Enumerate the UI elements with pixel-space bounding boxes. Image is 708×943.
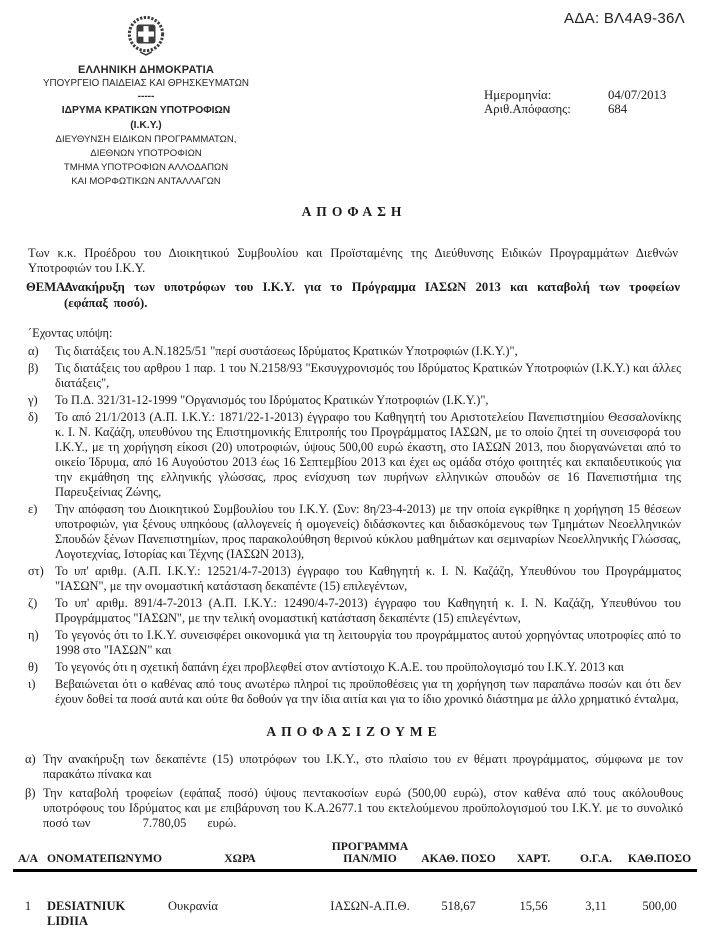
decision-item [25,786,683,831]
item-text: Την απόφαση του Διοικητικού Συμβουλίου του Ι.Κ.Υ. (Συν: 8η/23-4-2013) με την οποία εγκρίθηκε η χορήγηση 15 θέσεων υποτροφιών, για ξένους υπηκόους (αλλογενείς ή ομογενείς) διδάσκοντες και διδασκόμενους των Τμημάτων Νεοελληνικών Σπουδών ξένων Πανεπιστημίων, προς παρακολούθηση θερινού κύκλου μαθημάτων και σεμιναρίων Νεοελληνικής Γλώσσας, Λογοτεχνίας, Ιστορίας και Τέχνης (ΙΑΣΩΝ 2013), [55,502,681,561]
letterhead-ministry: ΥΠΟΥΡΓΕΙΟ ΠΑΙΔΕΙΑΣ ΚΑΙ ΘΡΗΣΚΕΥΜΑΤΩΝ [43,78,249,89]
decision-item [25,752,683,782]
table-row [13,899,697,929]
item-label: η) [28,628,39,642]
intro-paragraph: Των κ.κ. Προέδρου του Διοικητικού Συμβουλίου και Προϊσταμένης της Διεύθυνσης Ειδικών Προγραμμάτων Διεθνών Υποτροφιών του Ι.Κ.Υ. [28,245,678,275]
item-label: α) [28,344,39,358]
item-text: Το υπ' αριθμ. (Α.Π. Ι.Κ.Υ.: 12521/4-7-2013) έγγραφο του Καθηγητή κ. Ι. Ν. Καζάζη, Υπευθύνου του Προγράμματος "ΙΑΣΩΝ", με την ονομαστική κατάσταση δεκαπέντε (15) επιλεγέντων, [55,564,681,593]
cell-num: 1 [24,898,32,913]
table-header-rule [13,869,697,872]
consideration-item [28,660,681,675]
consideration-item [28,564,681,594]
subject-text: Ανακήρυξη των υποτρόφων του Ι.Κ.Υ. για το Πρόγραμμα ΙΑΣΩΝ 2013 και καταβολή των τροφείων (εφάπαξ ποσό). [64,280,680,310]
item-label: ι) [28,677,36,691]
subject-block [26,280,680,311]
item-text: Τις διατάξεις του αρθρου 1 παρ. 1 του Ν.2158/93 "Εκσυγχρονισμός του Ιδρύματος Κρατικών Υποτροφιών (Ι.Κ.Υ.) και άλλες διατάξεις", [55,361,681,390]
item-label: δ) [28,410,38,424]
item-text: Το από 21/1/2013 (Α.Π. Ι.Κ.Υ.: 1871/22-1-2013) έγγραφο του Καθηγητή του Αριστοτελείου Πανεπιστημίου Θεσσαλονίκης κ. Ι. Ν. Καζάζη, υπευθύνου της Επιστημονικής Επιτροπής του Προγράμματος ΙΑΣΩΝ, με το οποίο ζητεί τη συνεισφορά του Ι.Κ.Υ., με τη χορήγηση είκοσι (20) υποτροφιών, ύψους 500,00 ευρώ έκαστη, στο ΙΑΣΩΝ 2013, που διοργανώνεται από το οικείο Ίδρυμα, από 16 Αυγούστου 2013 έως 16 Σεπτεμβίου 2013 και έχει ως ομάδα στόχο φοιτητές και εκπαιδευτικούς για την εκμάθηση της ελληνικής γλώσσας, προς ενίσχυση των πυρήνων ελληνικών σπουδών σε 16 Πανεπιστήμια της Παρευξείνιας Ζώνης, [55,410,681,499]
consideration-item [28,502,681,562]
decision-text: Την καταβολή τροφείων (εφάπαξ ποσό) ύψους πεντακοσίων ευρώ (500,00 ευρώ), στον καθένα από τους ακόλουθους υποτρόφους του Ιδρύματος και με επιβάρυνση του Κ.Α.2677.1 του εκτελούμενου προϋπολογισμού του Ι.Κ.Υ. με το συνολικό ποσό των [43,786,683,830]
total-amount: 7.780,05 [142,816,187,830]
header-program [320,841,420,865]
letterhead-directorate-line2: ΔΙΕΘΝΩΝ ΥΠΟΤΡΟΦΙΩΝ [90,148,202,159]
item-label: ε) [28,502,38,516]
cell-country: Ουκρανία [168,898,218,913]
consideration-item [28,393,681,408]
consideration-item [28,410,681,500]
decision-number-label: Αριθ.Απόφασης: [484,102,571,116]
total-currency: ευρώ. [207,816,237,830]
cell-gross-amount: 518,67 [441,898,476,913]
cell-oga: 3,11 [585,898,607,913]
decisions-section [25,752,683,835]
letterhead [0,13,292,189]
date-label: Ημερομηνία: [484,88,552,102]
greek-coat-of-arms-icon [0,13,292,57]
header-net-amount: ΚΑΘ.ΠΟΣΟ [627,852,692,865]
consideration-item [28,677,681,707]
item-text: Το Π.Δ. 321/31-12-1999 "Οργανισμός του Ιδρύματος Κρατικών Υποτροφιών (Ι.Κ.Υ.)", [55,393,489,407]
header-name: ΟΝΟΜΑΤΕΠΩΝΥΜΟ [47,852,163,865]
item-label: γ) [28,393,38,407]
table-header-row [13,841,697,865]
subject-label: ΘΕΜΑ: [26,280,70,294]
consideration-item [28,344,681,359]
document-title: ΑΠΟΦΑΣΗ [301,204,407,219]
letterhead-republic: ΕΛΛΗΝΙΚΗ ΔΗΜΟΚΡΑΤΙΑ [77,64,215,76]
consideration-item [28,361,681,391]
item-text [43,786,683,831]
header-stamp-duty: ΧΑΡΤ. [516,852,551,865]
ada-code: ΑΔΑ: ΒΛ4Α9-36Λ [564,10,685,27]
item-text: Το γεγονός ότι η σχετική δαπάνη έχει προβλεφθεί στον αντίστοιχο Κ.Α.Ε. του προϋπολογισμό του Ι.Κ.Υ. 2013 και [55,660,625,674]
decision-heading: ΑΠΟΦΑΣΙΖΟΥΜΕ [266,724,442,739]
cell-program: ΙΑΣΩΝ-Α.Π.Θ. [330,898,410,913]
considerations-section [28,326,681,709]
item-text: Την ανακήρυξη των δεκαπέντε (15) υποτρόφων του Ι.Κ.Υ., στο πλαίσιο του εν θέματι προγράμματος, σύμφωνα με τον παρακάτω πίνακα και [43,752,683,781]
item-label: θ) [28,660,39,674]
consideration-item [28,628,681,658]
decision-number-value: 684 [608,102,628,116]
item-label: α) [25,752,36,766]
letterhead-directorate-line1: ΔΙΕΥΘΥΝΣΗ ΕΙΔΙΚΩΝ ΠΡΟΓΡΑΜΜΑΤΩΝ, [55,134,237,145]
item-text: Το υπ' αριθμ. 891/4-7-2013 (Α.Π. Ι.Κ.Υ.: 12490/4-7-2013) έγγραφο του Καθηγητή κ. Ι. Ν. Καζάζη, Υπευθύνου του Προγράμματος "ΙΑΣΩΝ", με την τελική ονομαστική κατάσταση δεκαπέντε (15) επιλεγέντων, [55,596,681,625]
letterhead-foundation: ΙΔΡΥΜΑ ΚΡΑΤΙΚΩΝ ΥΠΟΤΡΟΦΙΩΝ [61,105,231,116]
considerations-intro: ΄Εχοντας υπόψη: [28,326,113,340]
scholars-table [13,841,697,929]
meta-decision-row [484,102,666,116]
item-label: ζ) [28,596,38,610]
cell-net-amount: 500,00 [642,898,677,913]
header-program-line1: ΠΡΟΓΡΑΜΜΑ [331,840,409,853]
letterhead-department-line1: ΤΜΗΜΑ ΥΠΟΤΡΟΦΙΩΝ ΑΛΛΟΔΑΠΩΝ [63,162,229,173]
header-program-line2: ΠΑΝ/ΜΙΟ [343,852,397,865]
header-oga: Ο.Γ.Α. [579,852,613,865]
item-text: Τις διατάξεις του Α.Ν.1825/51 "περί συστάσεως Ιδρύματος Κρατικών Υποτροφιών (Ι.Κ.Υ.)", [55,344,518,358]
cell-stamp-duty: 15,56 [519,898,548,913]
header-country: ΧΩΡΑ [224,852,256,865]
item-label: β) [25,786,36,800]
letterhead-foundation-abbr: (Ι.Κ.Υ.) [130,120,162,131]
meta-date-row [484,88,666,102]
item-label: β) [28,361,39,375]
date-value: 04/07/2013 [608,88,667,102]
letterhead-divider: ----- [137,91,155,102]
item-label: στ) [28,564,44,578]
letterhead-department-line2: ΚΑΙ ΜΟΡΦΩΤΙΚΩΝ ΑΝΤΑΛΛΑΓΩΝ [71,176,221,187]
item-text: Βεβαιώνεται ότι ο καθένας από τους ανωτέρω πληροί τις προϋποθέσεις για τη χορήγηση των παραπάνω ποσών και ότι δεν έχουν δοθεί τα ποσά αυτά και ούτε θα δοθούν γα την ίδια αιτία και για το ίδιο χρονικό διάστημα με άλλο χρηματικό ένταλμα, [55,677,681,706]
header-gross-amount: ΑΚΑΘ. ΠΟΣΟ [421,852,496,865]
consideration-item [28,596,681,626]
document-meta [484,88,666,116]
cell-name: DESIATNIUK LIDIIA [47,898,126,928]
item-text: Το γεγονός ότι το Ι.Κ.Υ. συνεισφέρει οικονομικά για τη λειτουργία του προγράμματος αυτού χορηγόντας υποτροφίες από το 1998 στο "ΙΑΣΩΝ" και [55,628,681,657]
header-num: Α/Α [18,852,38,865]
